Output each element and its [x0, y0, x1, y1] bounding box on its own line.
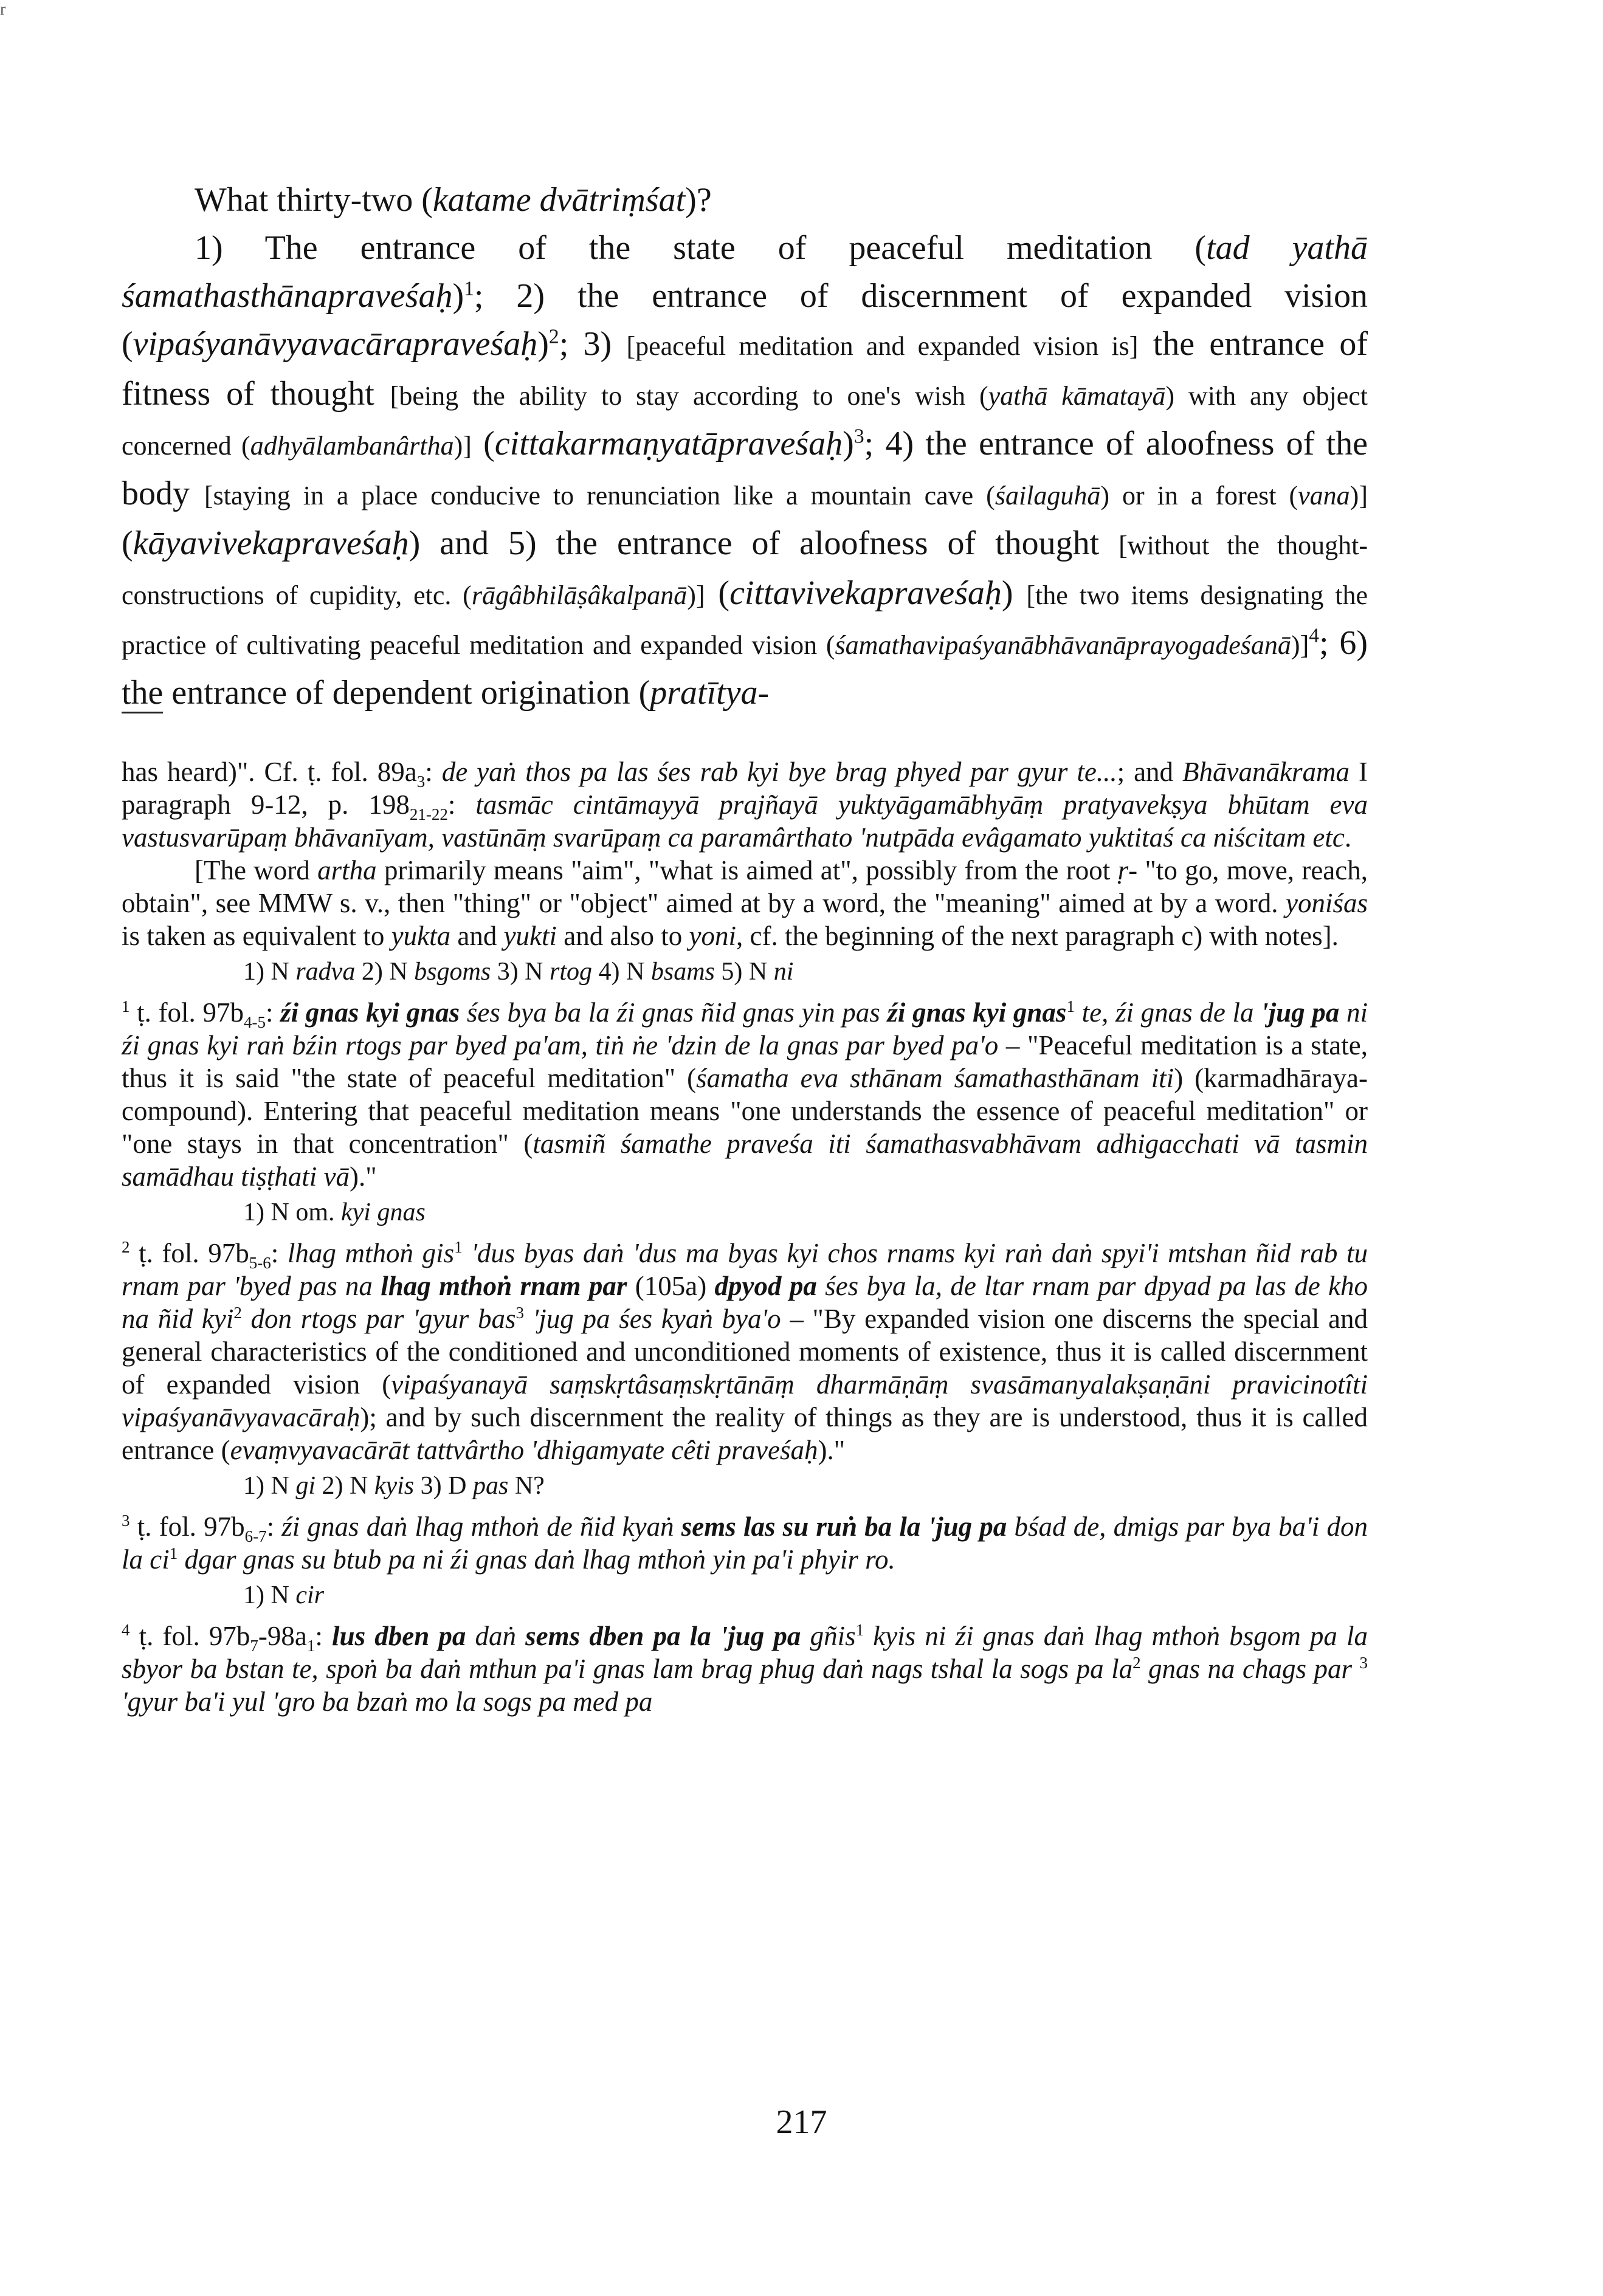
- footnote-3: $^3$ ṭ. fol. $97b_{6-7}$: źi gnas daṅ lhag mthoṅ de ñid kyaṅ sems las su ruṅ ba la 'jug pa bśad de, dmigs par bya ba'i don la $ci^1$ dgar gnas su btub pa ni źi gnas daṅ lhag mthoṅ yin pa'i phyir ro.: [122, 1511, 1368, 1575]
- variant-readings: 1) N gi 2) N kyis 3) D pas N?: [243, 1472, 545, 1500]
- note-artha: [The word artha primarily means "aim", "what is aimed at", possibly from the root ṛ- "to go, move, reach, obtain", see MMW s. v., then "thing" or "object" aimed at by a word, the "meaning" aimed at by a word. yoniśas is taken as equivalent to yukta and yukti and also to yoni, cf. the beginning of the next paragraph c) with notes].: [122, 855, 1368, 951]
- note-continuation: has heard)". Cf. ṭ. fol. $89a_3$: de yaṅ thos pa las śes rab kyi bye brag phyed par gyur te...; and Bhāvanākrama I paragraph 9-12, p. $198_{21-22}$: tasmāc cintāmayyā prajñayā yuktyāgamābhyāṃ pratyavekṣya bhūtam eva vastusvarūpaṃ bhāvanīyam, vastūnāṃ svarūpaṃ ca paramârthato 'nutpāda evâgamato yuktitaś ca niścitam etc.: [122, 757, 1368, 853]
- variant-readings: 1) N radva 2) N bsgoms 3) N rtog 4) N bsams 5) N ni: [243, 958, 794, 986]
- main-text: [122, 176, 1368, 717]
- page-number: 217: [776, 2103, 827, 2141]
- variant-readings: 1) N cir: [243, 1581, 324, 1609]
- footnote-ref: 4: [1309, 624, 1320, 647]
- variant-readings: 1) N om. kyi gnas: [243, 1198, 426, 1226]
- footnote-1: $^1$ ṭ. fol. $97b_{4-5}$: źi gnas kyi gnas śes bya ba la źi gnas ñid gnas yin pas źi gnas kyi gnas$^1$ te, źi gnas de la 'jug pa ni źi gnas kyi raṅ bźin rtogs par byed pa'am, tiṅ ṅe 'dzin de la gnas par byed pa'o – "Peaceful meditation is a state, thus it is said "the state of peaceful meditation" (śamatha eva sthānam śamathasthānam iti) (karmadhāraya-compound). Entering that peaceful meditation means "one understands the essence of peaceful meditation" or "one stays in that concentration" (tasmiñ śamathe praveśa iti śamathasvabhāvam adhigacchati vā tasmin samādhau tiṣṭhati vā).": [122, 997, 1368, 1192]
- footnotes: [122, 755, 1368, 1718]
- paragraph-entrances: 1) The entrance of the state of peaceful meditation (tad yathā śamathasthānapraveśaḥ)$^1$; 2) the entrance of discernment of expanded vision (vipaśyanāvyavacārapraveśaḥ)$^2$; 3) [peaceful meditation and expanded vision is] the entrance of fitness of thought [being the ability to stay according to one's wish (yathā kāmatayā) with any object concerned (adhyālambanârtha)] (cittakarmaṇyatāpraveśaḥ)$^3$; 4) the entrance of aloofness of the body [staying in a place conducive to renunciation like a mountain cave (śailaguhā) or in a forest (vana)] (kāyavivekapraveśaḥ) and 5) the entrance of aloofness of thought [without the thought-constructions of cupidity, etc. (rāgâbhilāṣâkalpanā)] (cittavivekapraveśaḥ) [the two items designating the practice of cultivating peaceful meditation and expanded vision (śamathavipaśyanābhāvanāprayogadeśanā)]$^4$; 6) the entrance of dependent origination (pratītya-: [122, 224, 1368, 717]
- scan-mark: r: [0, 0, 6, 19]
- footnote-ref: 3: [853, 425, 864, 448]
- footnote-2: $^2$ ṭ. fol. $97b_{5-6}$: lhag mthoṅ gis$^1$ 'dus byas daṅ 'dus ma byas kyi chos rnams kyi raṅ daṅ spyi'i mtshan ñid rab tu rnam par 'byed pas na lhag mthoṅ rnam par (105a) dpyod pa śes bya la, de ltar rnam par dpyad pa las de kho na ñid kyi$^2$ don rtogs par 'gyur bas$^3$ 'jug pa śes kyaṅ bya'o – "By expanded vision one discerns the special and general characteristics of the conditioned and unconditioned moments of existence, thus it is called discernment of expanded vision (vipaśyanayā saṃskṛtâsaṃskṛtānāṃ dharmāṇāṃ svasāmanyalakṣaṇāni pravicinotîti vipaśyanāvyavacāraḥ); and by such discernment the reality of things as they are is understood, thus it is called entrance (evaṃvyavacārāt tattvârtho 'dhigamyate cêti praveśaḥ).": [122, 1238, 1368, 1465]
- footnote-ref: 1: [464, 277, 474, 300]
- footnote-ref: 2: [548, 325, 559, 348]
- paragraph-question: What thirty-two (katame dvātriṃśat)?: [195, 181, 712, 219]
- footnote-separator: the: [122, 674, 163, 713]
- footnote-4: $^4$ ṭ. fol. $97b_7-98a_1$: lus dben pa daṅ sems dben pa la 'jug pa gñis$^1$ kyis ni źi gnas daṅ lhag mthoṅ bsgom pa la sbyor ba bstan te, spoṅ ba daṅ mthun pa'i gnas lam brag phug daṅ nags tshal la sogs pa $la^2$ gnas na chags par $^3$ 'gyur ba'i yul 'gro ba bzaṅ mo la sogs pa med pa: [122, 1621, 1368, 1717]
